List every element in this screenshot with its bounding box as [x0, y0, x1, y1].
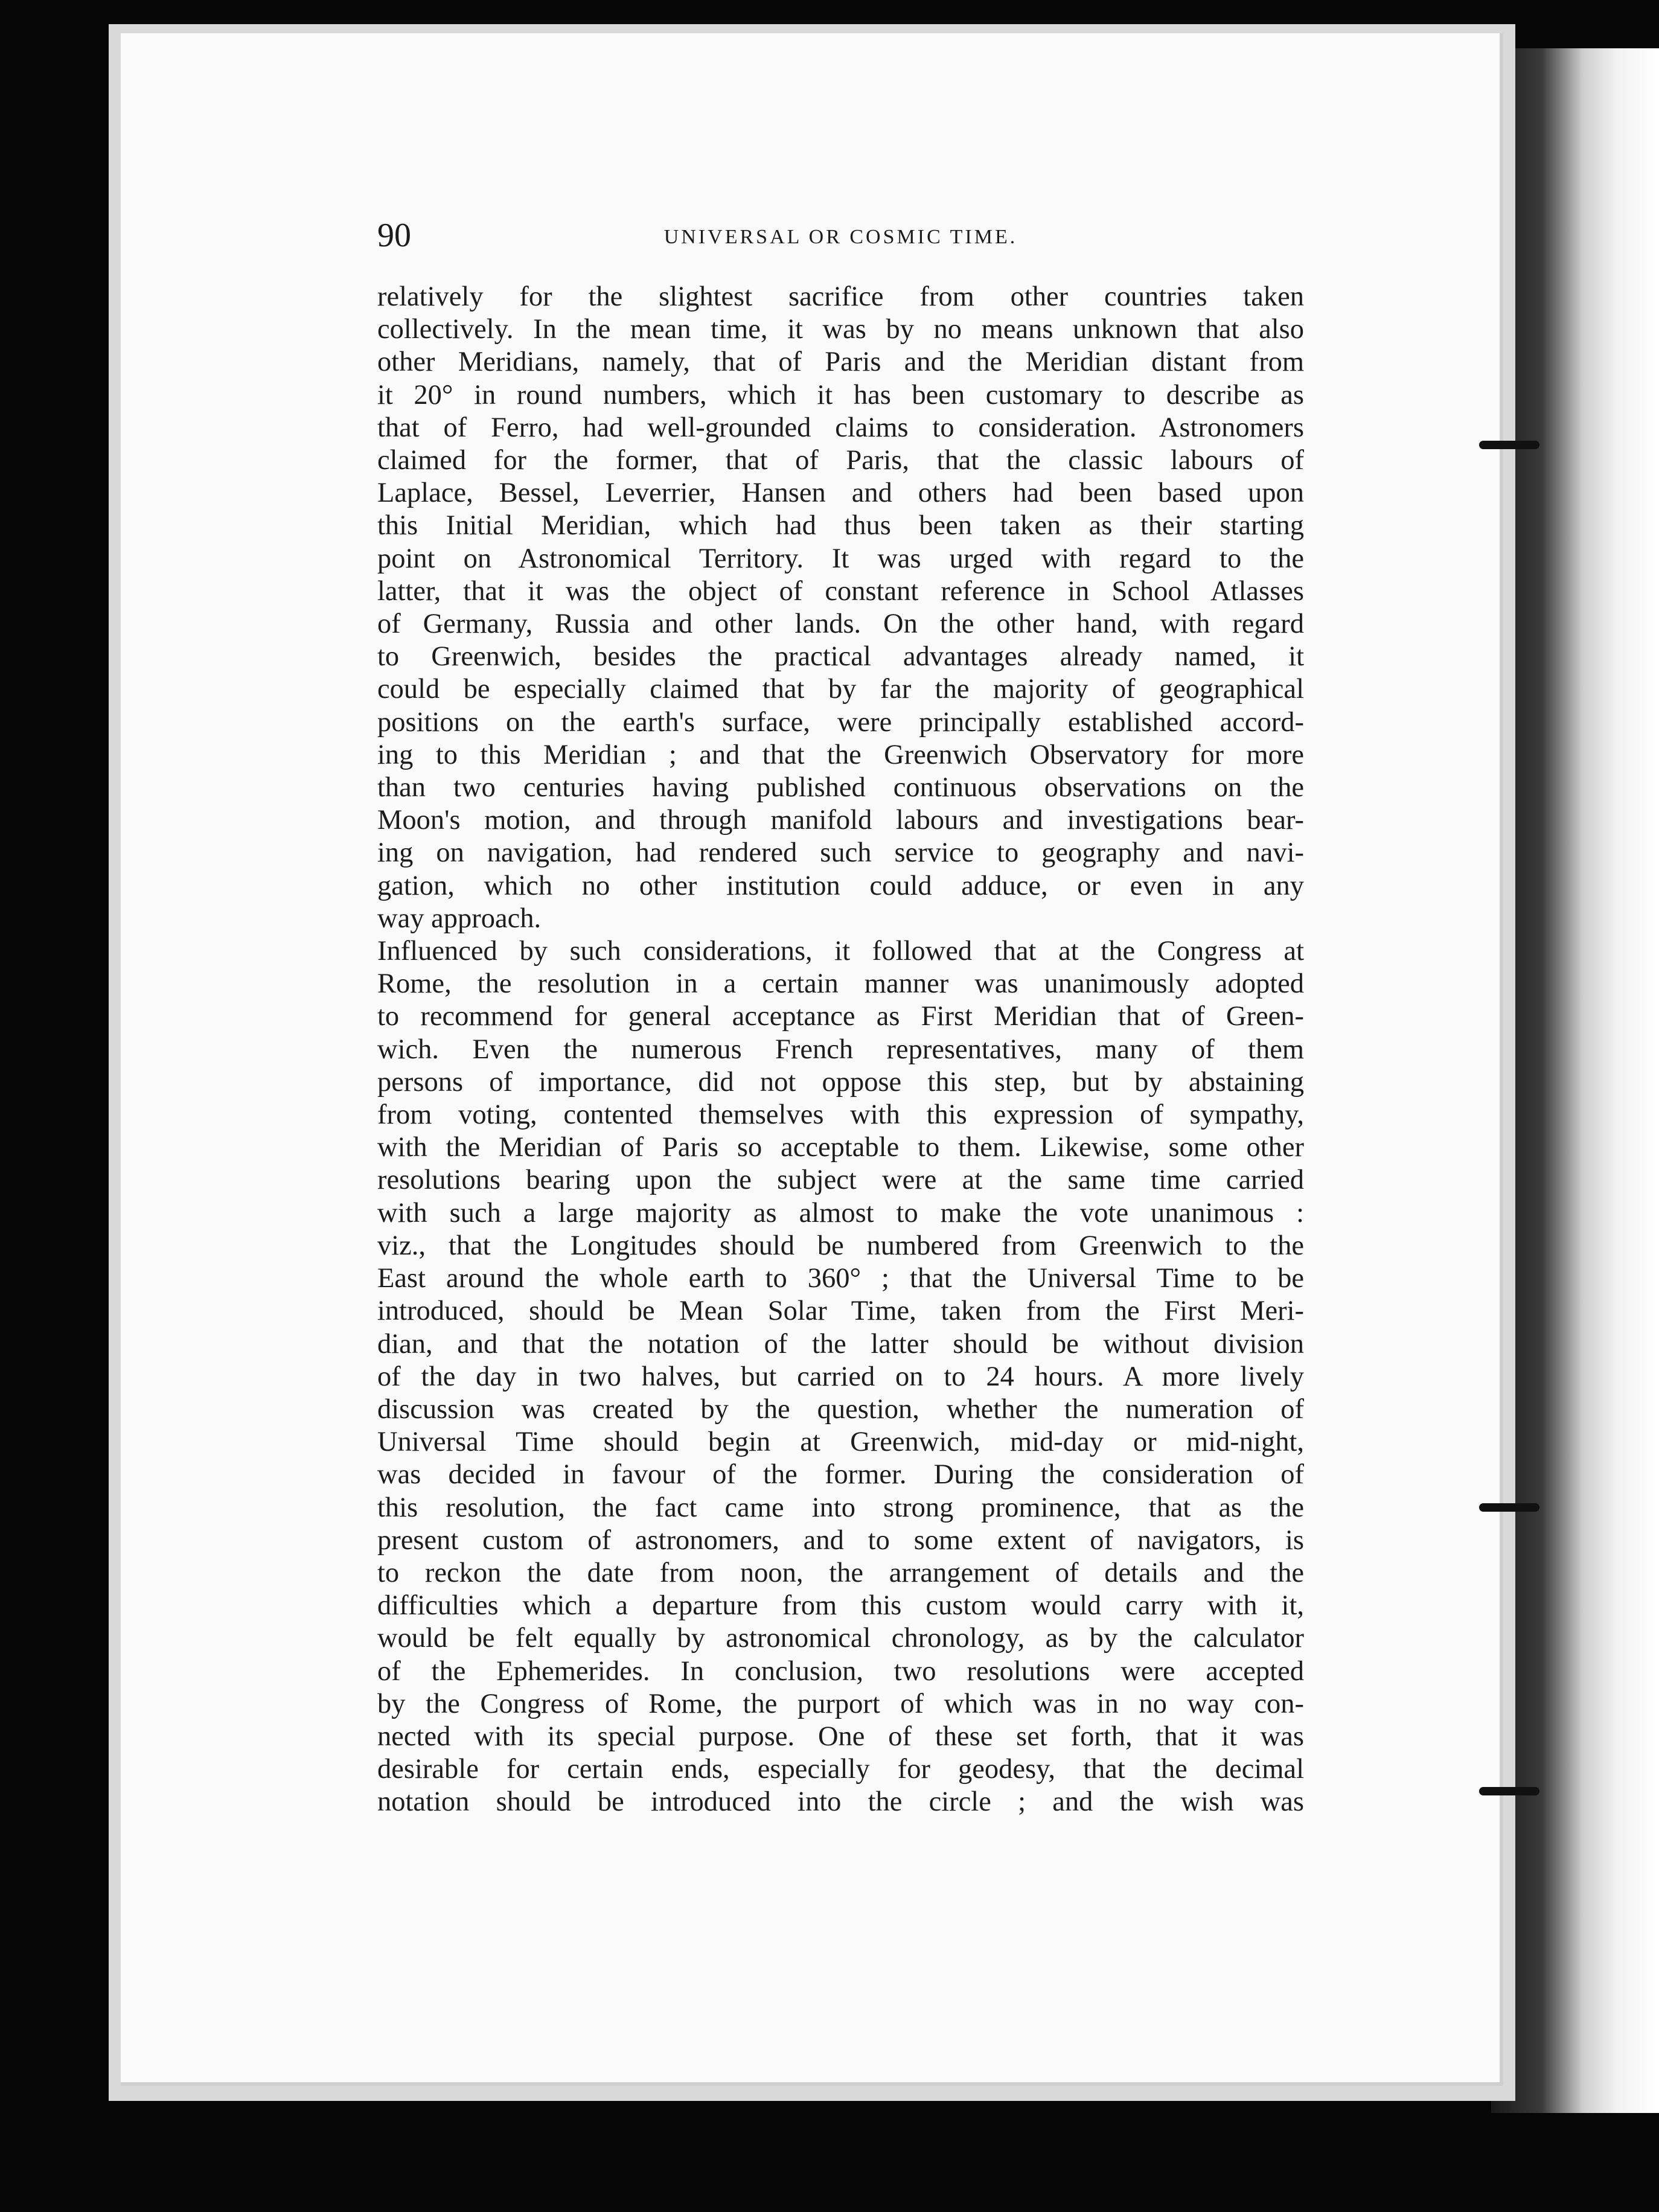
text-line: would be felt equally by astronomical chronology, as by the calculator	[377, 1623, 1304, 1654]
text-line: relatively for the slightest sacrifice from other countries taken	[377, 281, 1304, 312]
page-header	[377, 214, 1304, 257]
text-line: this resolution, the fact came into strong prominence, that as the	[377, 1492, 1304, 1523]
running-head: UNIVERSAL OR COSMIC TIME.	[663, 226, 1018, 248]
text-line: by the Congress of Rome, the purport of which was in no way con-	[377, 1688, 1304, 1719]
text-line: notation should be introduced into the circle ; and the wish was	[377, 1786, 1304, 1818]
text-line: persons of importance, did not oppose this step, but by abstaining	[377, 1066, 1304, 1098]
text-line: Laplace, Bessel, Leverrier, Hansen and others had been based upon	[377, 478, 1304, 509]
text-line: this Initial Meridian, which had thus been taken as their starting	[377, 510, 1304, 542]
text-line: ing to this Meridian ; and that the Greenwich Observatory for more	[377, 739, 1304, 770]
text-line: of the Ephemerides. In conclusion, two resolutions were accepted	[377, 1655, 1304, 1687]
body-text	[377, 281, 1304, 1819]
text-line: introduced, should be Mean Solar Time, taken from the First Meri-	[377, 1296, 1304, 1327]
binding-clip-mark	[1479, 441, 1539, 449]
text-line: of the day in two halves, but carried on to 24 hours. A more lively	[377, 1361, 1304, 1392]
text-line: of Germany, Russia and other lands. On the other hand, with regard	[377, 609, 1304, 640]
text-line-paragraph-end: way approach.	[377, 903, 542, 934]
text-line-paragraph-start: Influenced by such considerations, it followed that at the Congress at	[377, 936, 1304, 967]
text-line: gation, which no other institution could adduce, or even in any	[377, 870, 1304, 901]
text-line: dian, and that the notation of the latter should be without division	[377, 1328, 1304, 1360]
text-line: Moon's motion, and through manifold labours and investigations bear-	[377, 805, 1304, 836]
text-line: claimed for the former, that of Paris, that the classic labours of	[377, 445, 1304, 476]
text-line: that of Ferro, had well-grounded claims to consideration. Astronomers	[377, 412, 1304, 443]
text-line: was decided in favour of the former. During the consideration of	[377, 1459, 1304, 1491]
text-line: resolutions bearing upon the subject were at the same time carried	[377, 1165, 1304, 1196]
text-line: Universal Time should begin at Greenwich, mid-day or mid-night,	[377, 1427, 1304, 1458]
text-line: present custom of astronomers, and to some extent of navigators, is	[377, 1524, 1304, 1556]
text-line: than two centuries having published continuous observations on the	[377, 772, 1304, 804]
text-line: wich. Even the numerous French representatives, many of them	[377, 1034, 1304, 1065]
text-line: point on Astronomical Territory. It was urged with regard to the	[377, 543, 1304, 574]
text-line: discussion was created by the question, whether the numeration of	[377, 1393, 1304, 1425]
page-number: 90	[377, 217, 411, 254]
text-line: to Greenwich, besides the practical advantages already named, it	[377, 641, 1304, 673]
text-line: it 20° in round numbers, which it has been customary to describe as	[377, 379, 1304, 411]
text-line: other Meridians, namely, that of Paris and the Meridian distant from	[377, 347, 1304, 378]
binding-marks	[1479, 0, 1515, 2113]
text-line: positions on the earth's surface, were principally established accord-	[377, 706, 1304, 738]
text-line: collectively. In the mean time, it was by no means unknown that also	[377, 314, 1304, 345]
text-line: Rome, the resolution in a certain manner was unanimously adopted	[377, 968, 1304, 1000]
binding-clip-mark	[1479, 1787, 1539, 1795]
text-line: with such a large majority as almost to make the vote unanimous :	[377, 1197, 1304, 1229]
adjacent-page-edge	[1491, 48, 1659, 2113]
text-line: viz., that the Longitudes should be numbered from Greenwich to the	[377, 1230, 1304, 1261]
text-line: with the Meridian of Paris so acceptable to them. Likewise, some other	[377, 1132, 1304, 1163]
text-line: latter, that it was the object of constant reference in School Atlasses	[377, 575, 1304, 607]
text-line: ing on navigation, had rendered such service to geography and navi-	[377, 837, 1304, 869]
text-line: to recommend for general acceptance as First Meridian that of Green-	[377, 1001, 1304, 1032]
text-line: could be especially claimed that by far the majority of geographical	[377, 674, 1304, 705]
binding-clip-mark	[1479, 1503, 1539, 1512]
text-line: nected with its special purpose. One of these set forth, that it was	[377, 1721, 1304, 1752]
text-line: from voting, contented themselves with this expression of sympathy,	[377, 1099, 1304, 1131]
text-line: difficulties which a departure from this custom would carry with it,	[377, 1590, 1304, 1622]
text-line: East around the whole earth to 360° ; that the Universal Time to be	[377, 1263, 1304, 1294]
text-line: desirable for certain ends, especially for geodesy, that the decimal	[377, 1754, 1304, 1785]
text-line: to reckon the date from noon, the arrangement of details and the	[377, 1557, 1304, 1588]
